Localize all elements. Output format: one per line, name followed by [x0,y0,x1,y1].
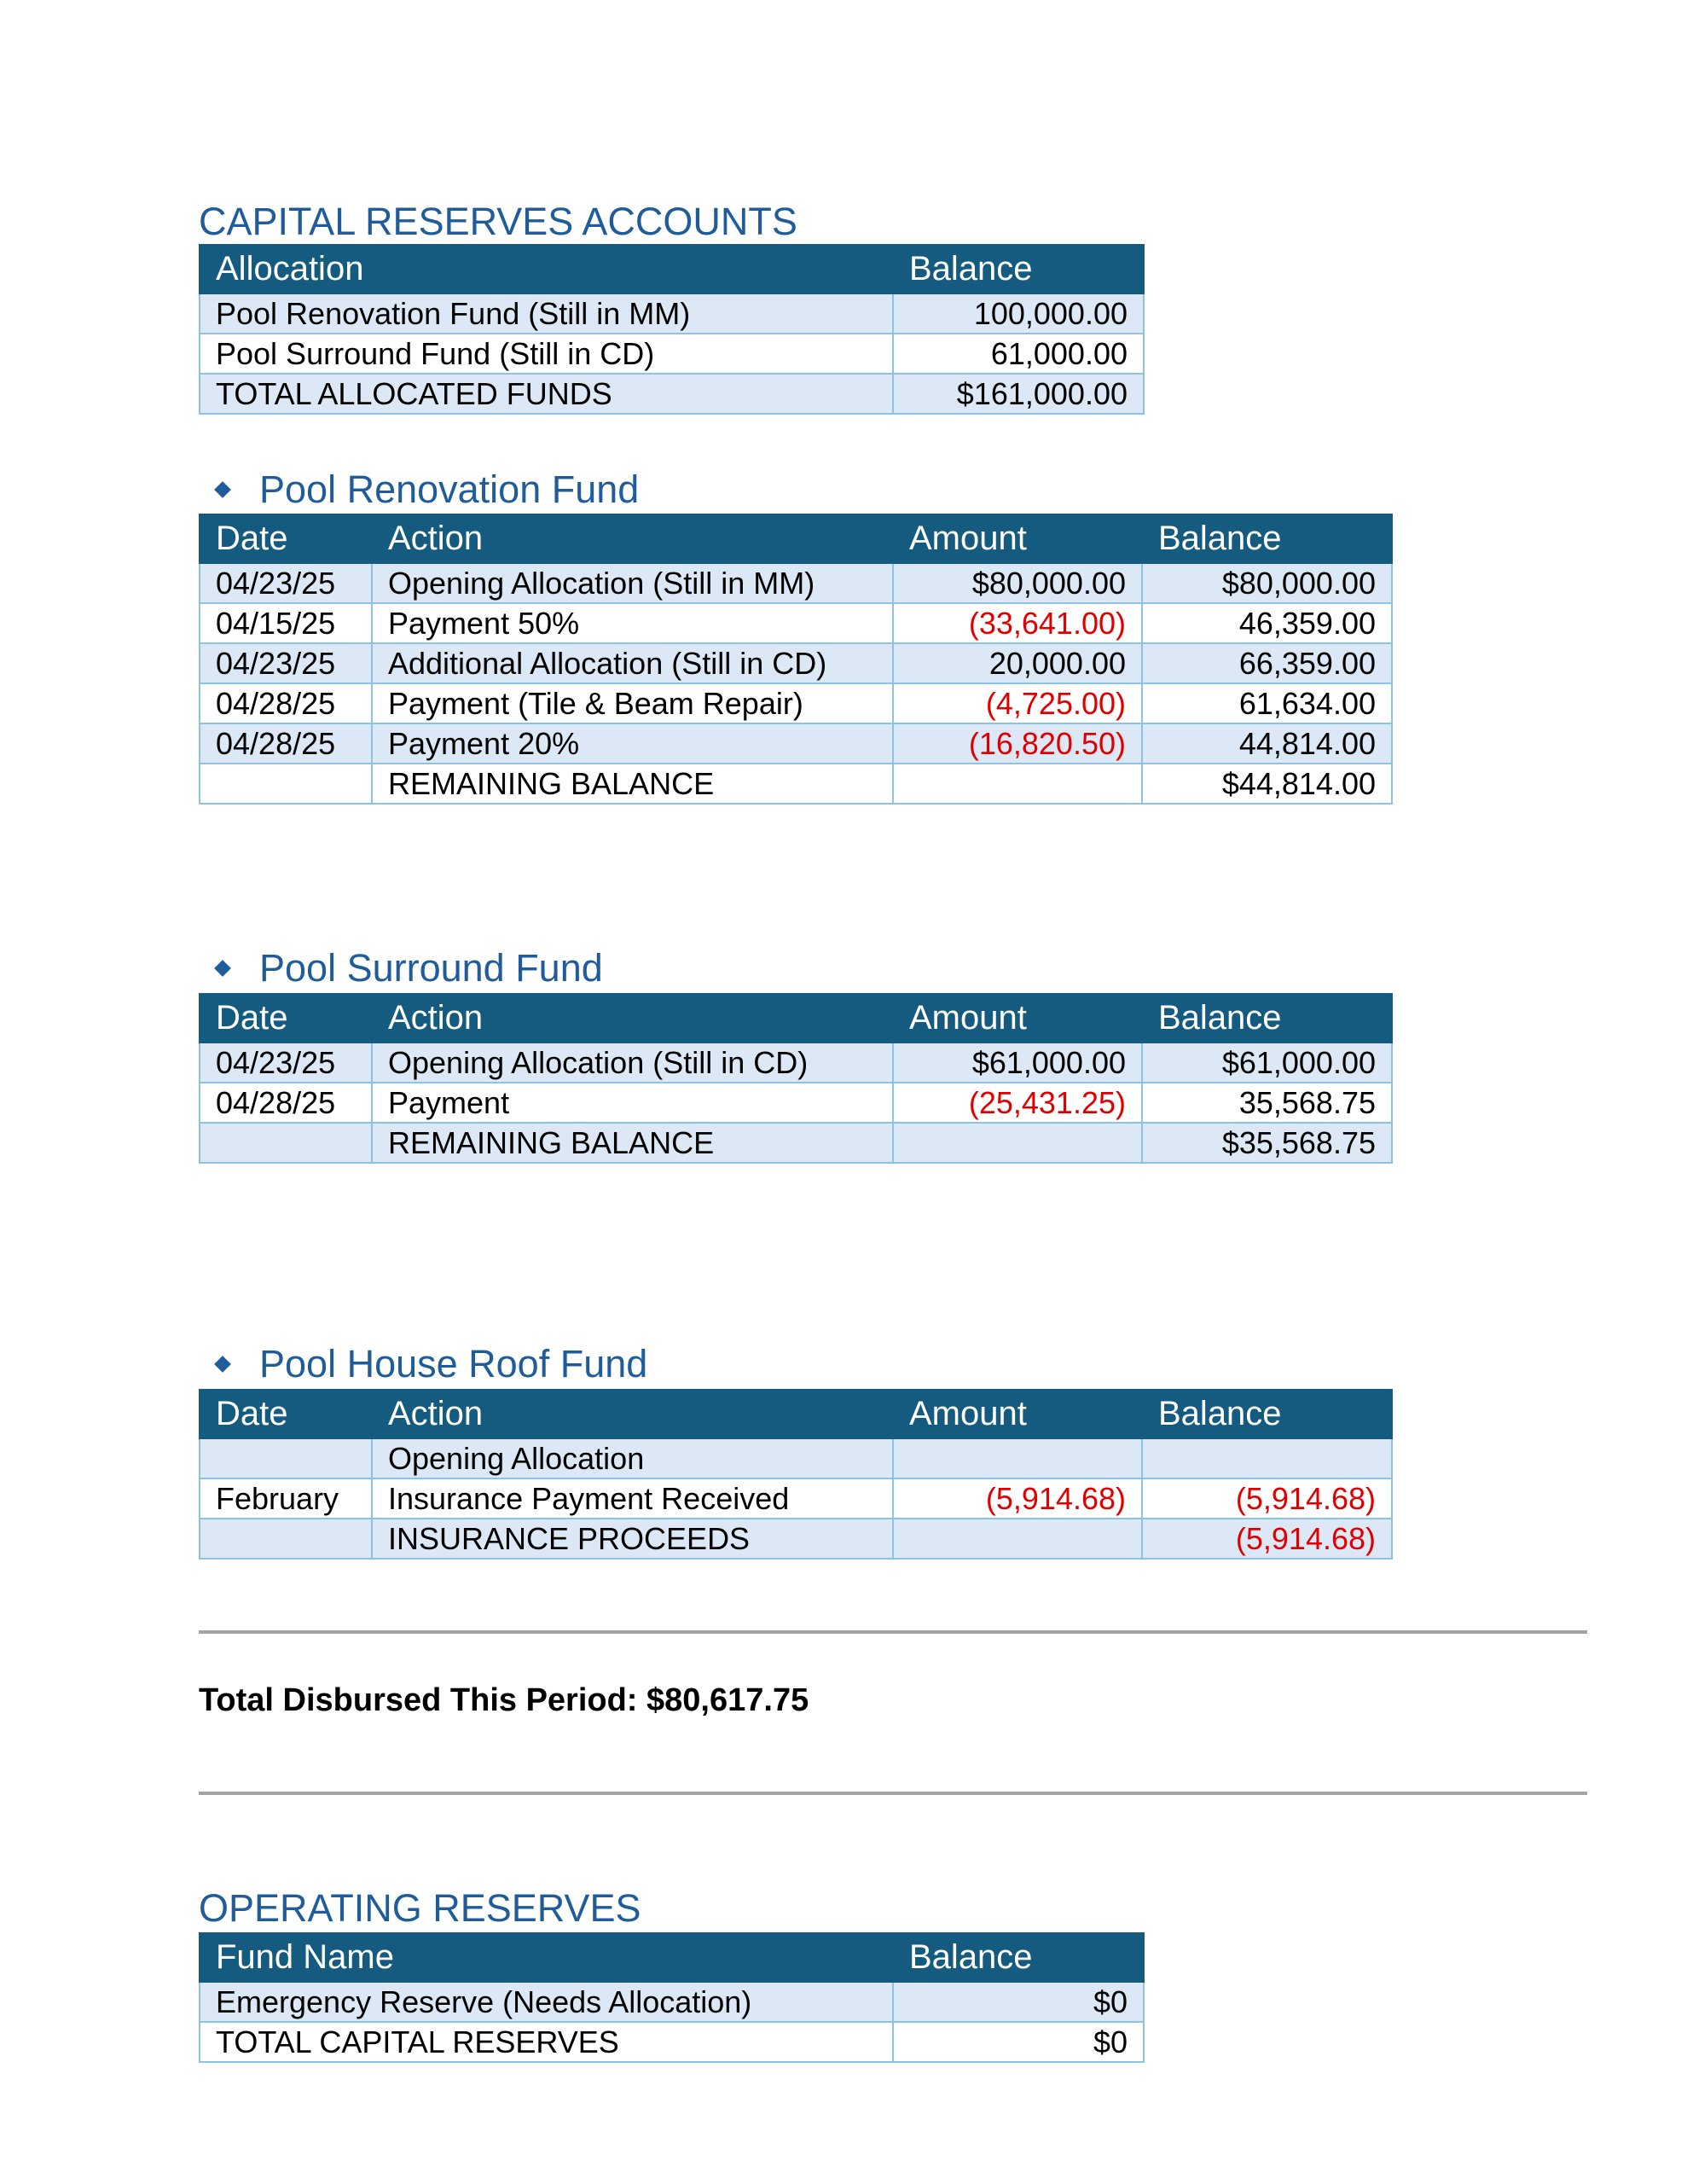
amount-cell: 20,000.00 [893,643,1142,683]
date-cell [200,1123,372,1163]
amount-cell [893,1123,1142,1163]
date-cell: 04/23/25 [200,563,372,603]
horizontal-divider [199,1630,1587,1634]
column-header-balance: Balance [893,1933,1144,1982]
column-header-balance: Balance [1142,514,1392,563]
action-cell: Insurance Payment Received [372,1478,893,1519]
total-disbursed: Total Disbursed This Period: $80,617.75 [199,1682,809,1718]
date-cell: 04/23/25 [200,643,372,683]
operating-reserves-title: OPERATING RESERVES [199,1886,641,1930]
balance-cell: 61,634.00 [1142,683,1392,723]
date-cell: February [200,1478,372,1519]
diamond-bullet-icon [214,481,231,498]
table-row [200,1478,1392,1519]
balance-cell: $35,568.75 [1142,1123,1392,1163]
horizontal-divider [199,1792,1587,1795]
amount-cell [893,764,1142,804]
table-row [200,293,1144,334]
column-header-date: Date [200,994,372,1043]
amount-cell [893,1438,1142,1478]
column-header-balance: Balance [1142,1390,1392,1438]
balance-cell: $0 [893,2022,1144,2062]
pool-surround-fund-table [199,993,1393,1164]
date-cell [200,1438,372,1478]
date-cell [200,1519,372,1559]
amount-cell: (4,725.00) [893,683,1142,723]
action-cell: INSURANCE PROCEEDS [372,1519,893,1559]
table-header-row [200,994,1392,1043]
balance-cell: (5,914.68) [1142,1478,1392,1519]
pool-house-roof-fund-table [199,1389,1393,1560]
amount-cell: (25,431.25) [893,1083,1142,1123]
action-cell: Opening Allocation (Still in CD) [372,1043,893,1083]
amount-cell: $61,000.00 [893,1043,1142,1083]
column-header-fund-name: Fund Name [200,1933,893,1982]
balance-cell: $44,814.00 [1142,764,1392,804]
table-header-row [200,514,1392,563]
allocation-balance: 61,000.00 [893,334,1144,374]
action-cell: Payment 50% [372,603,893,643]
allocation-label: Pool Renovation Fund (Still in MM) [200,293,893,334]
column-header-amount: Amount [893,1390,1142,1438]
diamond-bullet-icon [214,960,231,977]
pool-house-roof-fund-heading [212,1342,648,1385]
action-cell: REMAINING BALANCE [372,764,893,804]
column-header-balance: Balance [893,245,1144,293]
column-header-amount: Amount [893,514,1142,563]
operating-reserves-table [199,1932,1145,2063]
table-row [200,1043,1392,1083]
table-row [200,1519,1392,1559]
table-row [200,723,1392,764]
pool-renovation-fund-title: Pool Renovation Fund [259,468,640,511]
column-header-allocation: Allocation [200,245,893,293]
pool-surround-fund-heading [212,946,603,990]
date-cell: 04/28/25 [200,1083,372,1123]
table-header-row [200,1933,1144,1982]
action-cell: Payment (Tile & Beam Repair) [372,683,893,723]
column-header-balance: Balance [1142,994,1392,1043]
date-cell: 04/15/25 [200,603,372,643]
action-cell: Opening Allocation (Still in MM) [372,563,893,603]
amount-cell: (5,914.68) [893,1478,1142,1519]
allocation-balance: 100,000.00 [893,293,1144,334]
fund-name-cell: Emergency Reserve (Needs Allocation) [200,1982,893,2022]
amount-cell: $80,000.00 [893,563,1142,603]
allocation-balance: $161,000.00 [893,374,1144,414]
column-header-amount: Amount [893,994,1142,1043]
table-header-row [200,245,1144,293]
column-header-date: Date [200,1390,372,1438]
table-row [200,643,1392,683]
balance-cell: $61,000.00 [1142,1043,1392,1083]
balance-cell: 44,814.00 [1142,723,1392,764]
table-row [200,374,1144,414]
column-header-action: Action [372,994,893,1043]
column-header-action: Action [372,1390,893,1438]
action-cell: Opening Allocation [372,1438,893,1478]
action-cell: Payment [372,1083,893,1123]
balance-cell: 35,568.75 [1142,1083,1392,1123]
amount-cell [893,1519,1142,1559]
capital-reserves-title: CAPITAL RESERVES ACCOUNTS [199,200,797,243]
pool-house-roof-fund-title: Pool House Roof Fund [259,1342,648,1385]
balance-cell: $0 [893,1982,1144,2022]
fund-name-cell: TOTAL CAPITAL RESERVES [200,2022,893,2062]
table-header-row [200,1390,1392,1438]
capital-reserves-table [199,244,1145,415]
date-cell [200,764,372,804]
amount-cell: (33,641.00) [893,603,1142,643]
balance-cell: $80,000.00 [1142,563,1392,603]
amount-cell: (16,820.50) [893,723,1142,764]
action-cell: Payment 20% [372,723,893,764]
table-row [200,334,1144,374]
date-cell: 04/23/25 [200,1043,372,1083]
allocation-label: TOTAL ALLOCATED FUNDS [200,374,893,414]
table-row [200,563,1392,603]
table-row [200,2022,1144,2062]
allocation-label: Pool Surround Fund (Still in CD) [200,334,893,374]
date-cell: 04/28/25 [200,723,372,764]
table-row [200,764,1392,804]
action-cell: Additional Allocation (Still in CD) [372,643,893,683]
table-row [200,1438,1392,1478]
table-row [200,1123,1392,1163]
pool-surround-fund-title: Pool Surround Fund [259,946,603,990]
column-header-date: Date [200,514,372,563]
table-row [200,1083,1392,1123]
action-cell: REMAINING BALANCE [372,1123,893,1163]
balance-cell: 66,359.00 [1142,643,1392,683]
column-header-action: Action [372,514,893,563]
balance-cell: 46,359.00 [1142,603,1392,643]
pool-renovation-fund-table [199,514,1393,804]
balance-cell: (5,914.68) [1142,1519,1392,1559]
table-row [200,683,1392,723]
date-cell: 04/28/25 [200,683,372,723]
table-row [200,1982,1144,2022]
pool-renovation-fund-heading [212,468,640,511]
table-row [200,603,1392,643]
diamond-bullet-icon [214,1356,231,1373]
balance-cell [1142,1438,1392,1478]
